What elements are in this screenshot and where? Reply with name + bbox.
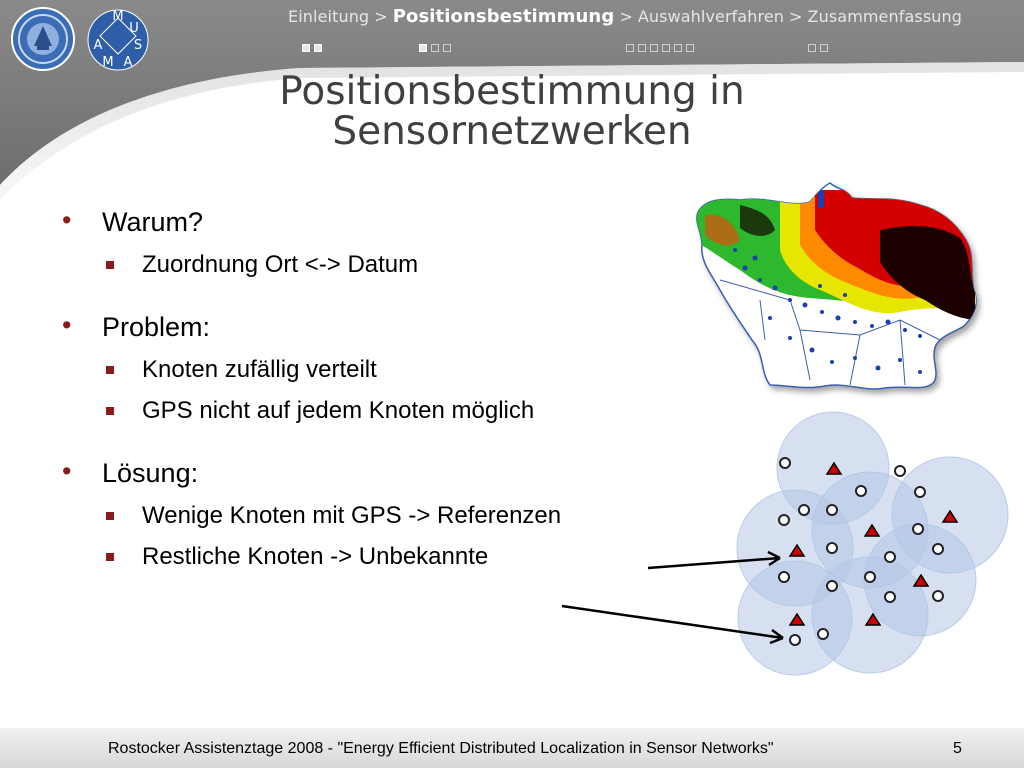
slide-footer	[0, 728, 1024, 768]
nav-item-positionsbestimmung[interactable]: Positionsbestimmung	[392, 6, 615, 27]
nav-item-auswahlverfahren[interactable]: Auswahlverfahren	[637, 7, 785, 26]
unknown-node-icon	[827, 505, 837, 515]
bullet-dot-icon: •	[62, 205, 72, 235]
unknown-node-icon	[799, 505, 809, 515]
logo-letter: M	[102, 55, 114, 70]
unknown-node-icon	[827, 581, 837, 591]
unknown-node-icon	[779, 515, 789, 525]
unknown-node-icon	[915, 487, 925, 497]
unknown-node-icon	[827, 543, 837, 553]
slide-title-line-2: Sensornetzwerken	[332, 109, 692, 154]
sub-bullet-text: Knoten zufällig verteilt	[142, 356, 377, 383]
unknown-node-icon	[895, 466, 905, 476]
unknown-node-icon	[790, 635, 800, 645]
logo-letter: A	[93, 38, 103, 53]
footer-text: Rostocker Assistenztage 2008 - "Energy Efficient Distributed Localization in Sensor Networks"	[108, 740, 774, 757]
sub-bullet-text: Zuordnung Ort <-> Datum	[142, 251, 419, 278]
unknown-node-icon	[856, 486, 866, 496]
unknown-node-icon	[779, 572, 789, 582]
slide-title-line-1: Positionsbestimmung in	[279, 69, 745, 114]
unknown-node-icon	[885, 552, 895, 562]
terrain-map-image	[690, 183, 990, 389]
unknown-node-icon	[933, 544, 943, 554]
unknown-node-icon	[885, 592, 895, 602]
nav-separator: >	[789, 7, 803, 26]
logo-letter: U	[129, 21, 139, 36]
unknown-node-icon	[913, 524, 923, 534]
unknown-node-icon	[933, 591, 943, 601]
unknown-node-icon	[865, 572, 875, 582]
bullet-dot-icon: •	[62, 310, 72, 340]
bullet-text: Problem:	[102, 312, 211, 342]
unknown-node-icon	[818, 629, 828, 639]
logo-letter: A	[123, 55, 133, 70]
sub-bullet-text: Restliche Knoten -> Unbekannte	[142, 543, 489, 570]
logo-letter: S	[133, 38, 143, 53]
nav-separator: >	[619, 7, 633, 26]
sub-bullet-text: GPS nicht auf jedem Knoten möglich	[142, 397, 535, 424]
bullet-text: Lösung:	[102, 458, 199, 488]
unknown-node-icon	[780, 458, 790, 468]
nav-item-einleitung[interactable]: Einleitung	[288, 7, 370, 26]
bullet-dot-icon: •	[62, 456, 72, 486]
logo-letter: M	[112, 9, 124, 24]
bullet-text: Warum?	[102, 207, 204, 237]
sub-bullet-text: Wenige Knoten mit GPS -> Referenzen	[142, 502, 562, 529]
page-number: 5	[953, 740, 962, 757]
nav-separator: >	[374, 7, 388, 26]
nav-item-zusammenfassung[interactable]: Zusammenfassung	[807, 7, 962, 26]
